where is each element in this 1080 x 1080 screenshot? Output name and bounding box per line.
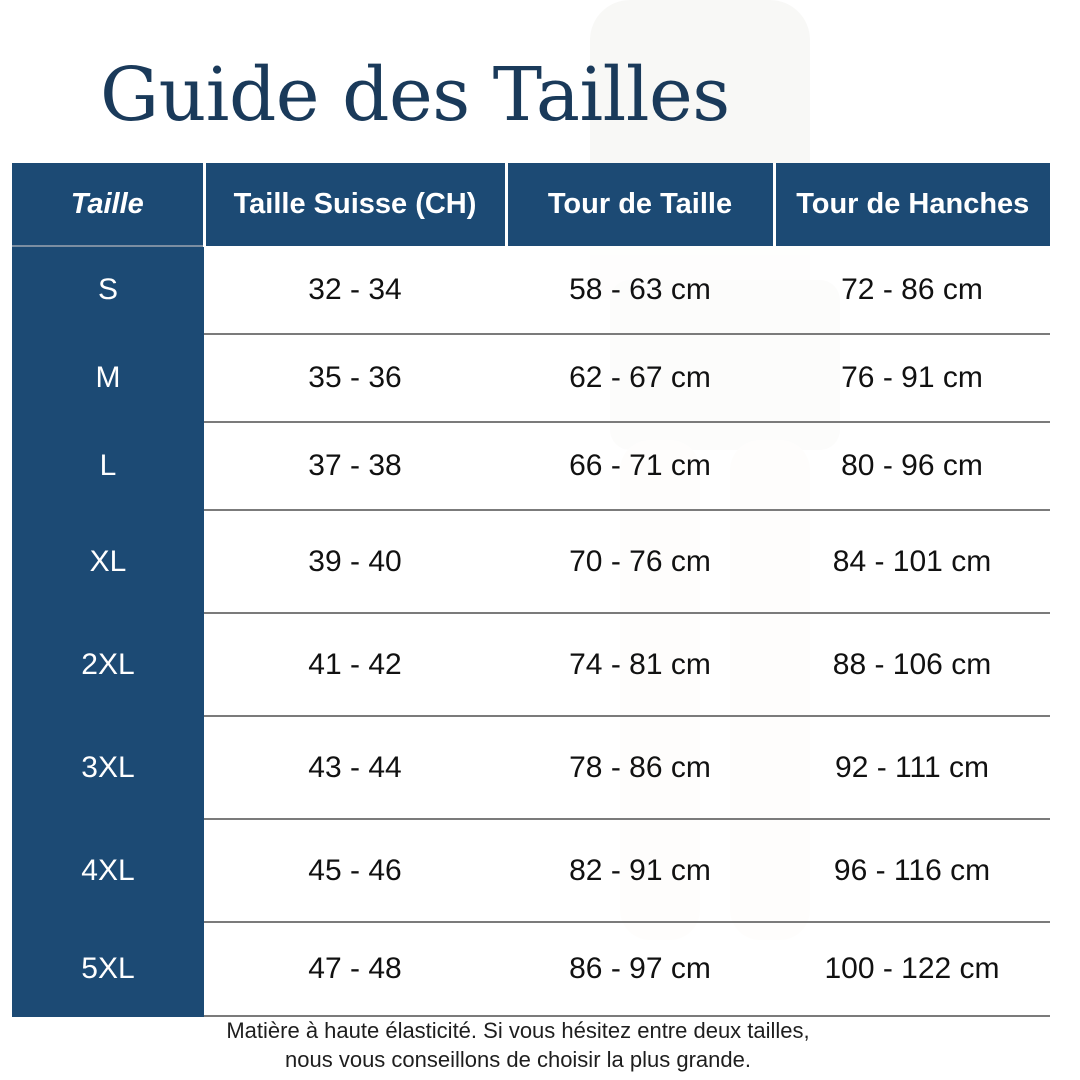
header-size: Taille [12,163,204,246]
footer-line: Matière à haute élasticité. Si vous hésitez entre deux tailles, [226,1018,810,1043]
waist-value: 58 - 63 cm [506,246,774,334]
table-row [12,334,1050,422]
size-table [12,163,1050,1017]
table-row [12,613,1050,716]
waist-value: 78 - 86 cm [506,716,774,819]
hips-value: 100 - 122 cm [774,922,1050,1016]
table-row [12,246,1050,334]
hips-value: 92 - 111 cm [774,716,1050,819]
swiss-size-value: 41 - 42 [204,613,506,716]
hips-value: 72 - 86 cm [774,246,1050,334]
waist-value: 70 - 76 cm [506,510,774,613]
hips-value: 80 - 96 cm [774,422,1050,510]
swiss-size-value: 47 - 48 [204,922,506,1016]
hips-value: 84 - 101 cm [774,510,1050,613]
table-row [12,422,1050,510]
header-hips: Tour de Hanches [774,163,1050,246]
table-row [12,510,1050,613]
waist-value: 82 - 91 cm [506,819,774,922]
table-row [12,716,1050,819]
hips-value: 76 - 91 cm [774,334,1050,422]
swiss-size-value: 43 - 44 [204,716,506,819]
table-row [12,922,1050,1016]
swiss-size-value: 32 - 34 [204,246,506,334]
table-header-row [12,163,1050,246]
size-label: XL [12,510,204,613]
waist-value: 74 - 81 cm [506,613,774,716]
hips-value: 96 - 116 cm [774,819,1050,922]
swiss-size-value: 45 - 46 [204,819,506,922]
swiss-size-value: 37 - 38 [204,422,506,510]
footer-note [0,1016,1036,1074]
size-label: 2XL [12,613,204,716]
swiss-size-value: 35 - 36 [204,334,506,422]
waist-value: 66 - 71 cm [506,422,774,510]
page-title: Guide des Tailles [100,52,730,138]
hips-value: 88 - 106 cm [774,613,1050,716]
size-label: 3XL [12,716,204,819]
size-label: 5XL [12,922,204,1016]
swiss-size-value: 39 - 40 [204,510,506,613]
footer-line: nous vous conseillons de choisir la plus grande. [285,1047,751,1072]
header-waist: Tour de Taille [506,163,774,246]
size-label: S [12,246,204,334]
waist-value: 86 - 97 cm [506,922,774,1016]
table-row [12,819,1050,922]
size-label: 4XL [12,819,204,922]
size-label: L [12,422,204,510]
header-swiss-size: Taille Suisse (CH) [204,163,506,246]
size-label: M [12,334,204,422]
waist-value: 62 - 67 cm [506,334,774,422]
